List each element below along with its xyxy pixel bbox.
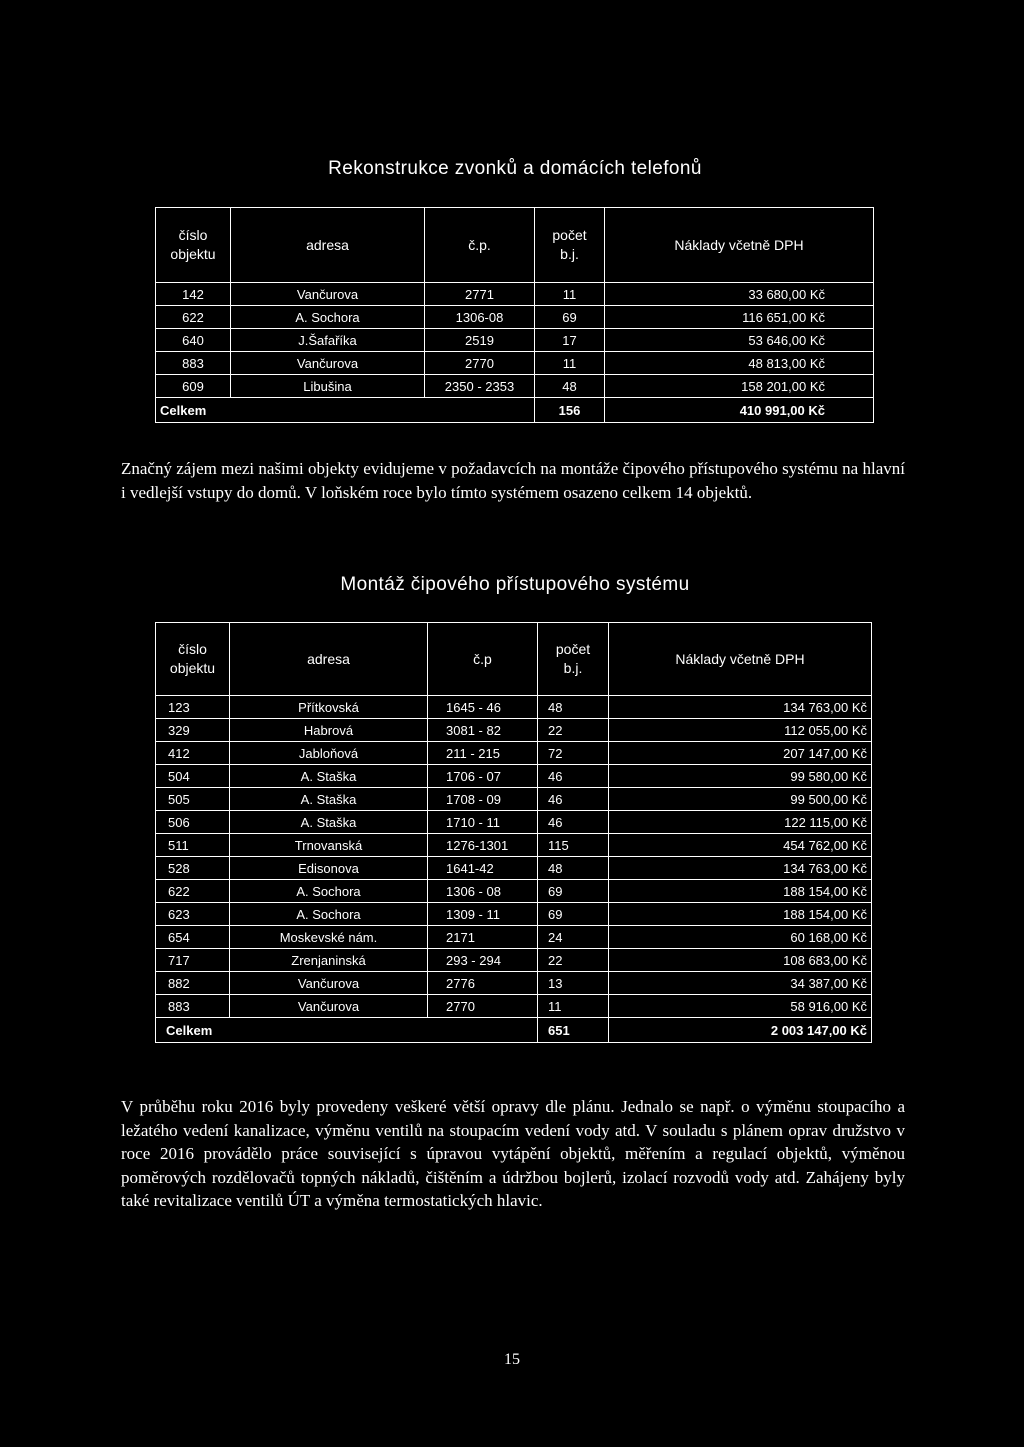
cell-address: A. Staška	[230, 765, 428, 788]
page-number: 15	[504, 1351, 520, 1368]
cell-address: Vančurova	[231, 352, 425, 375]
cell-object-number: 528	[156, 857, 230, 880]
table-row	[156, 949, 872, 972]
table-row	[156, 306, 874, 329]
cell-object-number: 883	[156, 352, 231, 375]
cell-house-number: 2776	[428, 972, 538, 995]
cell-house-number: 1641-42	[428, 857, 538, 880]
cell-object-number: 412	[156, 742, 230, 765]
cell-unit-count: 11	[538, 995, 609, 1018]
cell-cost: 122 115,00 Kč	[609, 811, 872, 834]
cell-address: Vančurova	[231, 283, 425, 306]
cell-unit-count: 48	[538, 857, 609, 880]
total-unit-count: 156	[535, 398, 605, 423]
cell-address: A. Staška	[230, 811, 428, 834]
cell-house-number: 1306-08	[425, 306, 535, 329]
cell-address: A. Sochora	[230, 880, 428, 903]
header-unit-count: počet b.j.	[535, 208, 605, 283]
table-row	[156, 283, 874, 306]
cell-unit-count: 11	[535, 283, 605, 306]
header-object-number: číslo objektu	[156, 623, 230, 696]
repairs-paragraph: V průběhu roku 2016 byly provedeny veškeré větší opravy dle plánu. Jednalo se např. o výměnu stoupacího a ležatého vedení kanalizace, výměnu ventilů na stoupacím vedení vody atd. V souladu s plánem oprav družstvo v roce 2016 provádělo práce související s úpravou vytápění objektů, měřením a regulací objektů, výměnou poměrových rozdělovačů topných nákladů, čištěním a údržbou bojlerů, izolací rozvodů vody atd. Zahájeny byly také revitalizace ventilů ÚT a výměna termostatických hlavic.	[121, 1097, 905, 1210]
cell-address: Přítkovská	[230, 696, 428, 719]
cell-unit-count: 48	[538, 696, 609, 719]
table-row	[156, 742, 872, 765]
cell-unit-count: 13	[538, 972, 609, 995]
total-label: Celkem	[156, 398, 535, 423]
cell-unit-count: 69	[538, 880, 609, 903]
header-house-number: č.p	[428, 623, 538, 696]
doorbell-table	[155, 207, 874, 423]
cell-cost: 134 763,00 Kč	[609, 857, 872, 880]
cell-cost: 134 763,00 Kč	[609, 696, 872, 719]
table-row	[156, 880, 872, 903]
table-row	[156, 352, 874, 375]
cell-cost: 53 646,00 Kč	[605, 329, 874, 352]
cell-object-number: 654	[156, 926, 230, 949]
cell-address: Zrenjaninská	[230, 949, 428, 972]
cell-object-number: 622	[156, 880, 230, 903]
table-row	[156, 375, 874, 398]
cell-unit-count: 48	[535, 375, 605, 398]
cell-cost: 112 055,00 Kč	[609, 719, 872, 742]
header-cost: Náklady včetně DPH	[605, 208, 874, 283]
total-cost: 410 991,00 Kč	[605, 398, 874, 423]
cell-address: A. Staška	[230, 788, 428, 811]
cell-cost: 207 147,00 Kč	[609, 742, 872, 765]
cell-cost: 116 651,00 Kč	[605, 306, 874, 329]
cell-house-number: 2770	[425, 352, 535, 375]
cell-object-number: 123	[156, 696, 230, 719]
cell-house-number: 1706 - 07	[428, 765, 538, 788]
cell-unit-count: 17	[535, 329, 605, 352]
cell-address: Edisonova	[230, 857, 428, 880]
cell-object-number: 504	[156, 765, 230, 788]
cell-address: A. Sochora	[231, 306, 425, 329]
cell-cost: 99 500,00 Kč	[609, 788, 872, 811]
table-row	[156, 995, 872, 1018]
header-address: adresa	[230, 623, 428, 696]
cell-unit-count: 24	[538, 926, 609, 949]
cell-address: Moskevské nám.	[230, 926, 428, 949]
header-house-number: č.p.	[425, 208, 535, 283]
cell-object-number: 622	[156, 306, 231, 329]
cell-unit-count: 22	[538, 949, 609, 972]
table-row	[156, 696, 872, 719]
cell-unit-count: 46	[538, 811, 609, 834]
cell-address: Vančurova	[230, 972, 428, 995]
table-row	[156, 329, 874, 352]
cell-cost: 60 168,00 Kč	[609, 926, 872, 949]
cell-house-number: 2771	[425, 283, 535, 306]
cell-address: A. Sochora	[230, 903, 428, 926]
cell-unit-count: 11	[535, 352, 605, 375]
cell-object-number: 640	[156, 329, 231, 352]
cell-object-number: 609	[156, 375, 231, 398]
table-header-row	[156, 623, 872, 696]
table-row	[156, 834, 872, 857]
cell-object-number: 883	[156, 995, 230, 1018]
cell-object-number: 623	[156, 903, 230, 926]
header-address: adresa	[231, 208, 425, 283]
cell-unit-count: 69	[535, 306, 605, 329]
cell-house-number: 1708 - 09	[428, 788, 538, 811]
cell-object-number: 882	[156, 972, 230, 995]
cell-cost: 58 916,00 Kč	[609, 995, 872, 1018]
table-row	[156, 719, 872, 742]
table-header-row	[156, 208, 874, 283]
cell-house-number: 3081 - 82	[428, 719, 538, 742]
intro-paragraph: Značný zájem mezi našimi objekty evidujeme v požadavcích na montáže čipového přístupového systému na hlavní i vedlejší vstupy do domů. V loňském roce bylo tímto systémem osazeno celkem 14 objektů.	[121, 459, 905, 502]
cell-house-number: 293 - 294	[428, 949, 538, 972]
cell-object-number: 142	[156, 283, 231, 306]
cell-cost: 33 680,00 Kč	[605, 283, 874, 306]
cell-house-number: 1645 - 46	[428, 696, 538, 719]
cell-house-number: 2171	[428, 926, 538, 949]
total-row	[156, 1018, 872, 1043]
cell-address: Vančurova	[230, 995, 428, 1018]
cell-unit-count: 46	[538, 788, 609, 811]
total-cost: 2 003 147,00 Kč	[609, 1018, 872, 1043]
table-row	[156, 811, 872, 834]
cell-object-number: 329	[156, 719, 230, 742]
total-unit-count: 651	[538, 1018, 609, 1043]
cell-address: Jabloňová	[230, 742, 428, 765]
cell-object-number: 511	[156, 834, 230, 857]
cell-cost: 454 762,00 Kč	[609, 834, 872, 857]
cell-object-number: 505	[156, 788, 230, 811]
total-label: Celkem	[156, 1018, 538, 1043]
cell-house-number: 1276-1301	[428, 834, 538, 857]
header-unit-count: počet b.j.	[538, 623, 609, 696]
cell-cost: 34 387,00 Kč	[609, 972, 872, 995]
cell-cost: 188 154,00 Kč	[609, 903, 872, 926]
cell-unit-count: 69	[538, 903, 609, 926]
table-row	[156, 788, 872, 811]
cell-cost: 188 154,00 Kč	[609, 880, 872, 903]
table-row	[156, 903, 872, 926]
cell-object-number: 717	[156, 949, 230, 972]
cell-cost: 108 683,00 Kč	[609, 949, 872, 972]
cell-unit-count: 22	[538, 719, 609, 742]
header-cost: Náklady včetně DPH	[609, 623, 872, 696]
cell-address: Libušina	[231, 375, 425, 398]
cell-unit-count: 115	[538, 834, 609, 857]
cell-house-number: 2770	[428, 995, 538, 1018]
cell-house-number: 1306 - 08	[428, 880, 538, 903]
cell-house-number: 211 - 215	[428, 742, 538, 765]
cell-house-number: 1309 - 11	[428, 903, 538, 926]
table-row	[156, 857, 872, 880]
cell-unit-count: 72	[538, 742, 609, 765]
header-object-number: číslo objektu	[156, 208, 231, 283]
table2-title: Montáž čipového přístupového systému	[340, 574, 690, 595]
cell-house-number: 1710 - 11	[428, 811, 538, 834]
cell-house-number: 2350 - 2353	[425, 375, 535, 398]
cell-cost: 99 580,00 Kč	[609, 765, 872, 788]
cell-cost: 48 813,00 Kč	[605, 352, 874, 375]
cell-house-number: 2519	[425, 329, 535, 352]
cell-address: Habrová	[230, 719, 428, 742]
table-row	[156, 972, 872, 995]
chip-system-table	[155, 622, 872, 1043]
cell-address: Trnovanská	[230, 834, 428, 857]
table-row	[156, 926, 872, 949]
cell-object-number: 506	[156, 811, 230, 834]
total-row	[156, 398, 874, 423]
cell-address: J.Šafaříka	[231, 329, 425, 352]
table1-title: Rekonstrukce zvonků a domácích telefonů	[328, 158, 702, 179]
cell-unit-count: 46	[538, 765, 609, 788]
cell-cost: 158 201,00 Kč	[605, 375, 874, 398]
table-row	[156, 765, 872, 788]
